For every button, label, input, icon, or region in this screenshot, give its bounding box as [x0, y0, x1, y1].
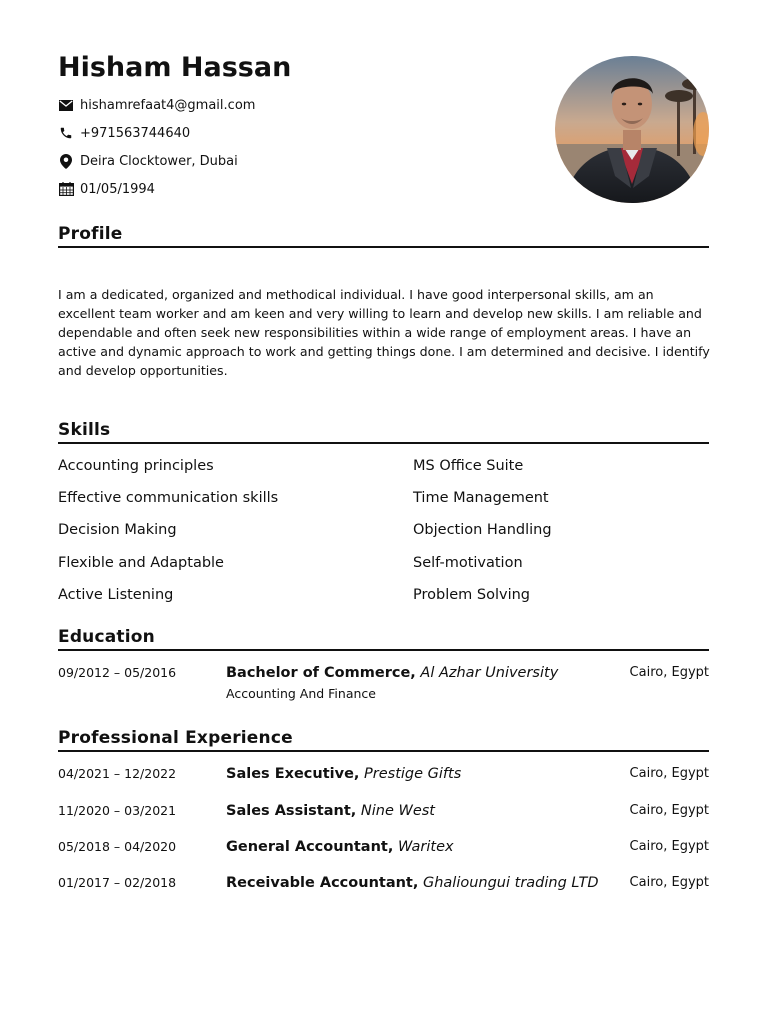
education-dates: 09/2012 – 05/2016 [58, 665, 177, 680]
skill-item: Objection Handling [413, 522, 552, 539]
skill-item: Accounting principles [58, 458, 214, 474]
skill-item: Self-motivation [413, 554, 523, 571]
experience-heading: Professional Experience [58, 726, 709, 752]
experience-location: Cairo, Egypt [629, 839, 709, 854]
address-text: Deira Clocktower, Dubai [80, 153, 238, 169]
skill-item: Active Listening [58, 586, 174, 603]
skill-item: MS Office Suite [413, 458, 524, 474]
skill-item: Flexible and Adaptable [58, 554, 224, 571]
experience-dates: 05/2018 – 04/2020 [58, 839, 177, 854]
profile-heading: Profile [58, 222, 709, 248]
company-name: Waritex [397, 839, 454, 855]
education-entry [58, 663, 709, 699]
email-text[interactable]: hishamrefaat4@gmail.com [80, 97, 256, 113]
experience-location: Cairo, Egypt [629, 875, 709, 890]
education-heading: Education [58, 625, 709, 651]
contact-address [58, 147, 255, 175]
candidate-name: Hisham Hassan [58, 52, 292, 83]
institution-name: Al Azhar University [420, 665, 559, 681]
experience-entry [58, 801, 709, 837]
experience-location: Cairo, Egypt [629, 803, 709, 818]
experience-title [226, 873, 599, 894]
job-role: Sales Assistant, [226, 803, 357, 819]
skills-list [58, 454, 709, 615]
profile-photo [555, 56, 709, 203]
job-role: Sales Executive, [226, 766, 360, 782]
envelope-icon [58, 97, 74, 113]
skills-heading: Skills [58, 418, 709, 444]
skill-item: Problem Solving [413, 586, 530, 603]
experience-entry [58, 837, 709, 873]
education-title [226, 663, 558, 684]
birthdate-text: 01/05/1994 [80, 181, 155, 197]
skill-item: Decision Making [58, 522, 177, 539]
contact-phone [58, 119, 255, 147]
contact-list [58, 91, 255, 203]
education-location: Cairo, Egypt [629, 665, 709, 680]
job-role: General Accountant, [226, 839, 394, 855]
phone-text[interactable]: +971563744640 [80, 125, 191, 141]
experience-title [226, 764, 461, 785]
company-name: Ghalioungui trading LTD [422, 875, 599, 891]
contact-birthdate [58, 175, 255, 203]
experience-dates: 04/2021 – 12/2022 [58, 766, 177, 781]
experience-location: Cairo, Egypt [629, 766, 709, 781]
field-of-study: Accounting And Finance [226, 686, 376, 701]
profile-text: I am a dedicated, organized and methodical individual. I have good interpersonal skills, am an excellent team worker and am keen and very willing to learn and develop new skills. I am reliable and dependable and often seek new responsibilities within a wide range of employment areas. I have an active and dynamic approach to work and getting things done. I am determined and decisive. I identify and develop opportunities. [58, 287, 710, 378]
company-name: Nine West [360, 803, 435, 819]
experience-entry [58, 873, 709, 909]
company-name: Prestige Gifts [364, 766, 462, 782]
experience-dates: 01/2017 – 02/2018 [58, 875, 177, 890]
phone-icon [58, 125, 74, 141]
experience-title [226, 801, 435, 822]
experience-title [226, 837, 454, 858]
skill-item: Effective communication skills [58, 490, 279, 507]
degree-name: Bachelor of Commerce, [226, 665, 416, 681]
calendar-icon [58, 181, 74, 197]
experience-entry [58, 764, 709, 800]
job-role: Receivable Accountant, [226, 875, 419, 891]
skill-item: Time Management [413, 490, 549, 507]
contact-email [58, 91, 255, 119]
experience-dates: 11/2020 – 03/2021 [58, 803, 177, 818]
map-pin-icon [58, 153, 74, 169]
